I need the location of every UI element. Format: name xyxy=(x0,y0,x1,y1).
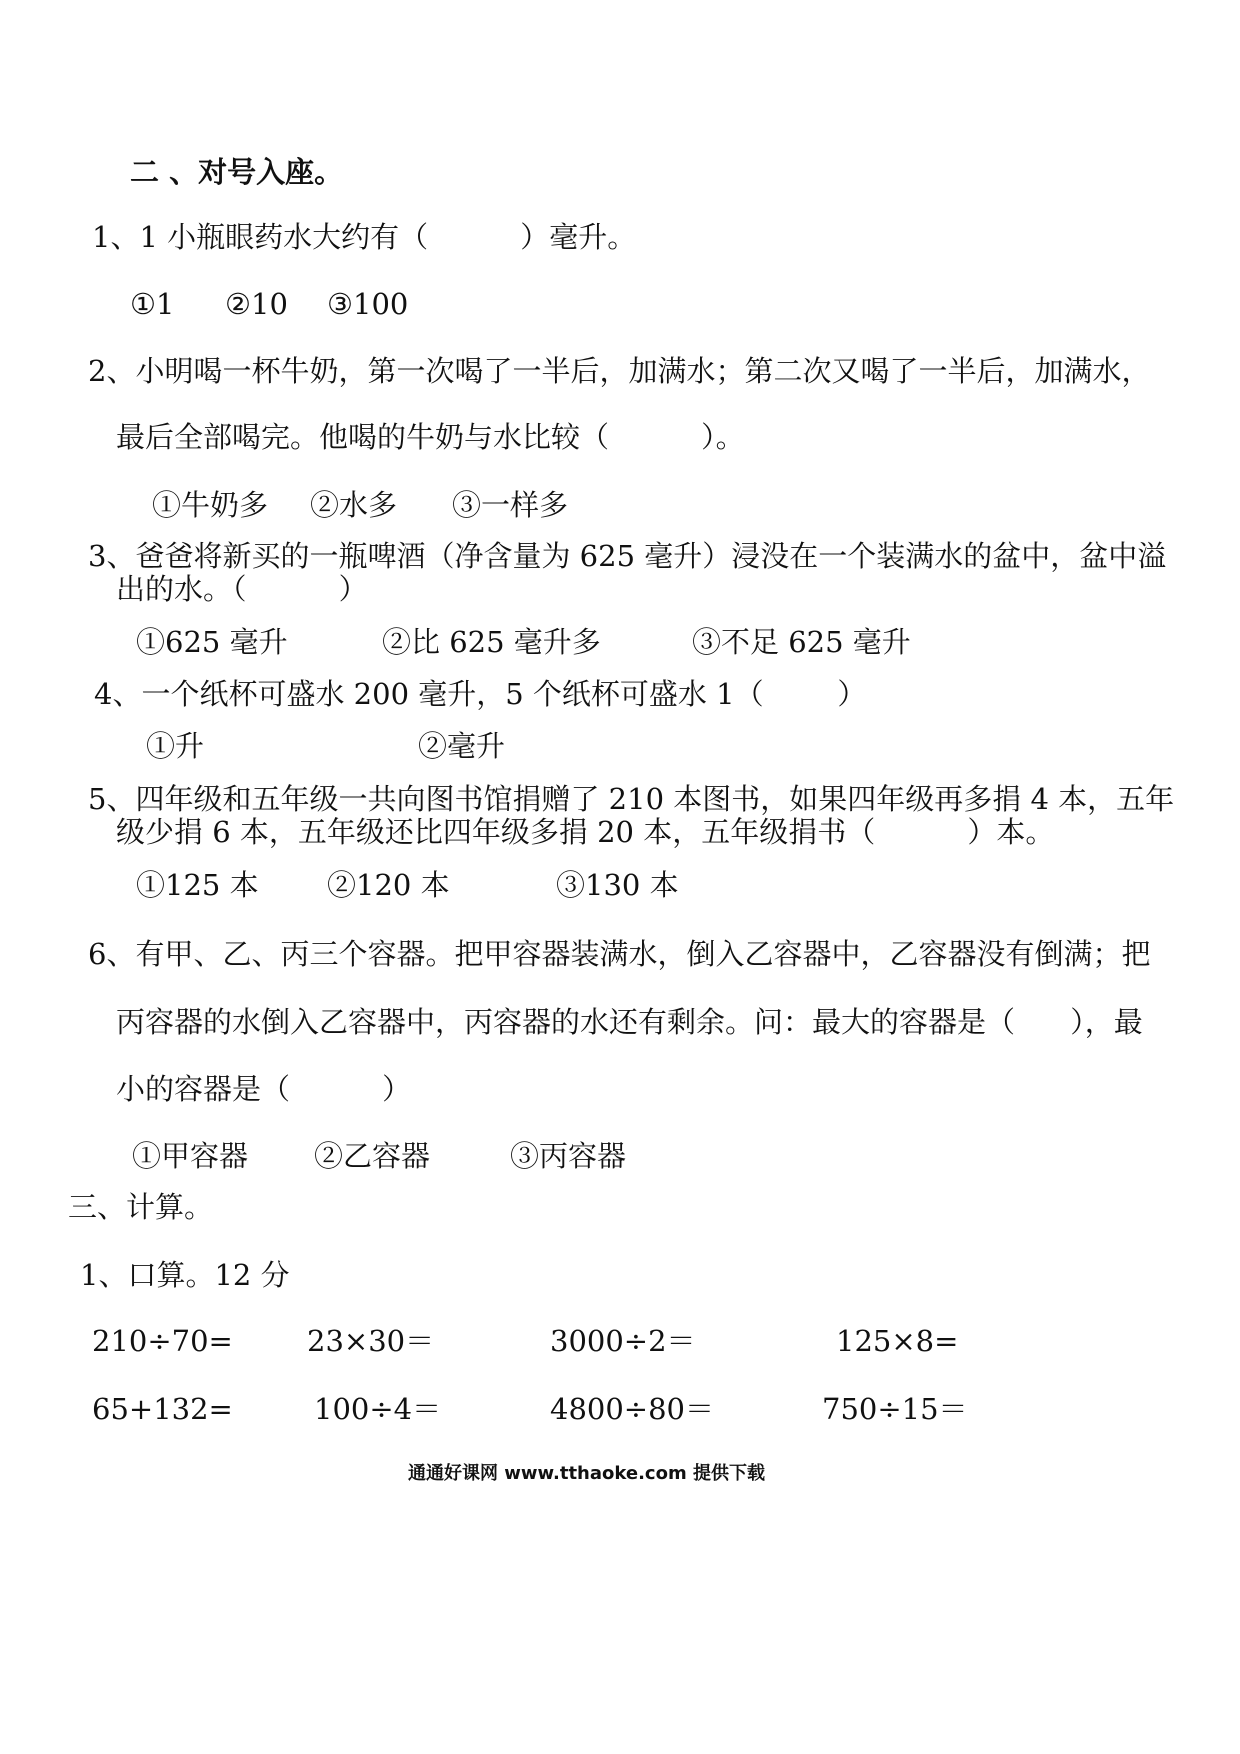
q2-option-1: ①牛奶多 xyxy=(152,488,269,522)
q1-option-1: ①1 xyxy=(130,287,175,321)
calc-r1-c1: 210÷70= xyxy=(92,1324,233,1358)
question-6-line-3: 小的容器是（ ） xyxy=(116,1072,412,1106)
question-6-line-1: 6、有甲、乙、丙三个容器。把甲容器装满水，倒入乙容器中，乙容器没有倒满；把 xyxy=(88,937,1151,971)
q4-option-1: ①升 xyxy=(146,729,205,763)
q4-option-2: ②毫升 xyxy=(418,729,506,763)
question-4: 4、一个纸杯可盛水 200 毫升，5 个纸杯可盛水 1（ ） xyxy=(94,677,867,711)
question-2-line-2: 最后全部喝完。他喝的牛奶与水比较（ ）。 xyxy=(116,420,745,454)
footer-download-note: 通通好课网 www.tthaoke.com 提供下载 xyxy=(408,1463,765,1484)
calc-r2-c2: 100÷4＝ xyxy=(314,1392,442,1426)
question-1: 1、1 小瓶眼药水大约有（ ）毫升。 xyxy=(92,220,637,254)
question-5-line-2: 级少捐 6 本，五年级还比四年级多捐 20 本，五年级捐书（ ）本。 xyxy=(116,815,1055,849)
question-2-line-1: 2、小明喝一杯牛奶，第一次喝了一半后，加满水；第二次又喝了一半后，加满水， xyxy=(88,354,1151,388)
question-6-line-2: 丙容器的水倒入乙容器中，丙容器的水还有剩余。问：最大的容器是（ ），最 xyxy=(116,1005,1143,1039)
q5-option-2: ②120 本 xyxy=(327,868,450,902)
question-3-line-2: 出的水。（ ） xyxy=(116,572,368,606)
q6-option-3: ③丙容器 xyxy=(510,1139,627,1173)
q6-option-2: ②乙容器 xyxy=(314,1139,431,1173)
question-5-line-1: 5、四年级和五年级一共向图书馆捐赠了 210 本图书，如果四年级再多捐 4 本，五年 xyxy=(88,782,1175,816)
q2-option-2: ②水多 xyxy=(310,488,398,522)
q5-option-3: ③130 本 xyxy=(556,868,679,902)
question-3-line-1: 3、爸爸将新买的一瓶啤酒（净含量为 625 毫升）浸没在一个装满水的盆中，盆中溢 xyxy=(88,539,1167,573)
section3-heading: 三、计算。 xyxy=(68,1190,214,1224)
q3-option-1: ①625 毫升 xyxy=(136,625,288,659)
q6-option-1: ①甲容器 xyxy=(132,1139,249,1173)
q1-option-2: ②10 xyxy=(225,287,288,321)
q1-option-3: ③100 xyxy=(327,287,409,321)
calc-r1-c3: 3000÷2＝ xyxy=(550,1324,696,1358)
section3-subheading: 1、口算。12 分 xyxy=(80,1258,290,1292)
q2-option-3: ③一样多 xyxy=(452,488,569,522)
calc-r2-c1: 65+132= xyxy=(92,1392,233,1426)
calc-r1-c2: 23×30＝ xyxy=(307,1324,435,1358)
calc-r1-c4: 125×8= xyxy=(836,1324,959,1358)
section2-heading: 二 、对号入座。 xyxy=(130,155,344,189)
q5-option-1: ①125 本 xyxy=(136,868,259,902)
calc-r2-c3: 4800÷80＝ xyxy=(550,1392,715,1426)
q3-option-2: ②比 625 毫升多 xyxy=(382,625,601,659)
q3-option-3: ③不足 625 毫升 xyxy=(692,625,911,659)
calc-r2-c4: 750÷15＝ xyxy=(822,1392,968,1426)
